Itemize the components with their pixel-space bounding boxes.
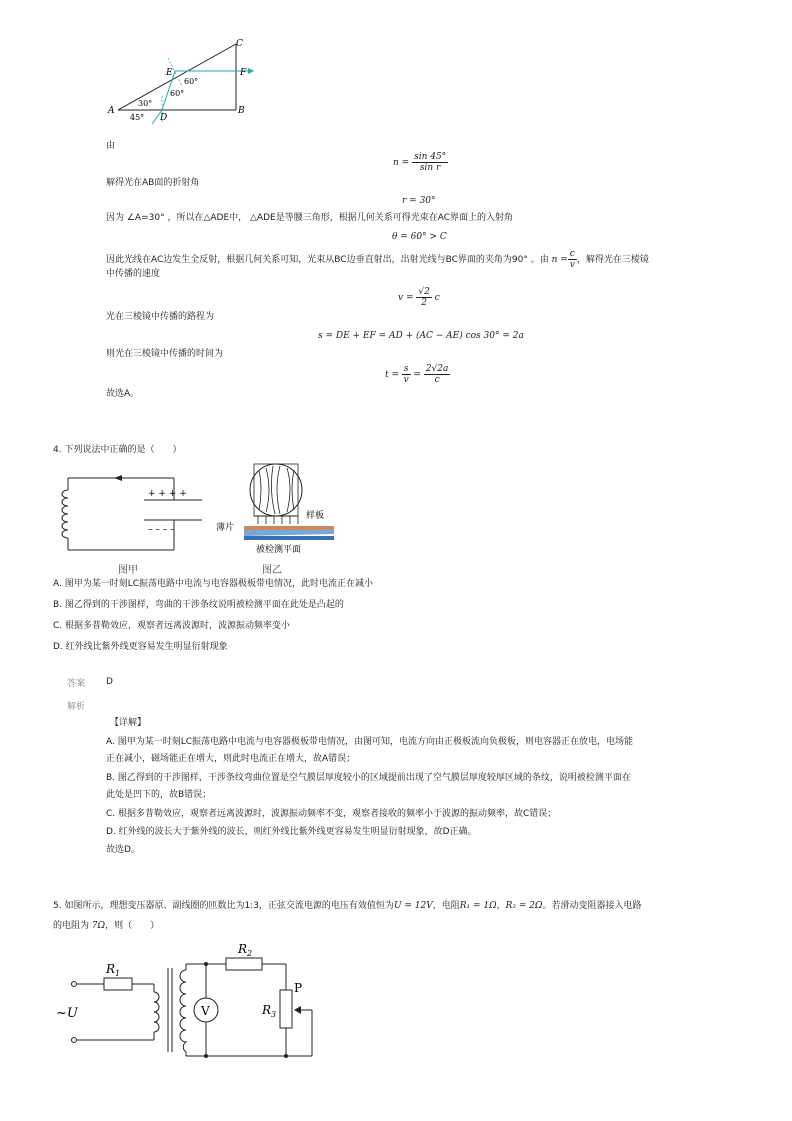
detail-line-2: 正在减小，磁场能正在增大，则此时电流正在增大，故A错误； xyxy=(106,754,356,764)
slider-p-label: P xyxy=(294,981,303,995)
equation-v: v = $\frac{√2}{2}$ c xyxy=(398,287,440,308)
text-you: 由 xyxy=(106,141,116,151)
transformer-circuit xyxy=(56,940,326,1065)
vertex-E: E xyxy=(166,68,173,78)
r3-label: $R_3$ xyxy=(262,1003,277,1019)
q4-stem: 4. 下列说法中正确的是（ ） xyxy=(53,445,182,455)
angle-60-b: 60° xyxy=(170,89,185,98)
q4-option-a: A. 图甲为某一时刻LC振荡电路中电流与电容器极板带电情况，此时电流正在减小 xyxy=(53,579,374,589)
detail-line-4: 此处是凹下的，故B错误； xyxy=(106,790,212,800)
text-path-label: 光在三棱镜中传播的路程为 xyxy=(106,312,215,322)
answer-value: D xyxy=(106,677,113,687)
positive-charges: + + + + xyxy=(148,489,187,499)
voltmeter-label: V xyxy=(201,1004,210,1018)
detail-line-1: A. 图甲为某一时刻LC振荡电路中电流与电容器极板带电情况，由图可知，电流方向由正极板流向负极板，则电容器正在放电，电场能 xyxy=(106,737,634,747)
sample-label: 样板 xyxy=(306,511,325,521)
equation-n: n = $\frac{\sin 45^\circ}{\text{sin r}}$ xyxy=(393,152,447,173)
q4-option-d: D. 红外线比紫外线更容易发生明显衍射现象 xyxy=(53,642,228,652)
detail-title: 【详解】 xyxy=(110,718,147,728)
text-solve-r: 解得光在AB面的折射角 xyxy=(106,178,200,188)
detail-line-3: B. 图乙得到的干涉图样，干涉条纹弯曲位置是空气膜层厚度较小的区域提前出现了空气膜层厚度较厚区域的条纹，说明被检测平面在 xyxy=(106,773,631,783)
source-label: ~U xyxy=(56,1006,78,1021)
equation-theta: θ = 60° > C xyxy=(392,232,447,242)
text-speed-label: 中传播的速度 xyxy=(106,269,161,279)
q5-stem-line-2: 的电阻为 7Ω，则（ ） xyxy=(53,921,160,931)
detail-line-6: D. 红外线的波长大于紫外线的波长，则红外线比紫外线更容易发生明显衍射现象，故D正确。 xyxy=(106,827,477,837)
angle-45: 45° xyxy=(130,113,145,122)
fig-yi-caption: 图乙 xyxy=(262,565,282,576)
text-time-label: 则光在三棱镜中传播的时间为 xyxy=(106,349,224,359)
vertex-B: B xyxy=(238,106,245,116)
vertex-C: C xyxy=(236,39,243,49)
analysis-label: 解析 xyxy=(67,702,86,712)
q4-option-b: B. 图乙得到的干涉图样，弯曲的干涉条纹说明被检测平面在此处是凸起的 xyxy=(53,600,344,610)
thin-label: 薄片 xyxy=(216,523,235,533)
interference-figure xyxy=(214,460,344,560)
fig-jia-caption: 图甲 xyxy=(118,565,138,576)
vertex-D: D xyxy=(160,113,168,123)
angle-30: 30° xyxy=(138,99,153,108)
q4-option-c: C. 根据多普勒效应，观察者远离波源时，波源振动频率变小 xyxy=(53,621,291,631)
detail-line-5: C. 根据多普勒效应，观察者远离波源时，波源振动频率不变，观察者接收的频率小于波源的振动频率，故C错误； xyxy=(106,809,557,819)
text-choose-a: 故选A。 xyxy=(106,389,140,399)
angle-60-a: 60° xyxy=(184,77,199,86)
vertex-A: A xyxy=(108,106,115,116)
vertex-F: F xyxy=(240,68,247,78)
answer-label: 答案 xyxy=(67,679,86,689)
q5-stem-line-1: 5. 如图所示，理想变压器原、副线圈的匝数比为1:3，正弦交流电源的电压有效值恒为U = 12V，电阻R₁ = 1Ω，R₂ = 2Ω。若滑动变阻器接入电路 xyxy=(53,901,642,911)
text-because: 因为 ∠A=30° ，所以在△ADE中， △ADE是等腰三角形，根据几何关系可得光束在AC界面上的入射角 xyxy=(106,213,513,223)
surface-label: 被检测平面 xyxy=(256,545,302,555)
equation-r: r = 30° xyxy=(402,196,436,206)
text-total-reflect: 因此光线在AC边发生全反射，根据几何关系可知，光束从BC边垂直射出，出射光线与BC界面的夹角为90° 。由 n = $\frac{c}{v}$ ，解得光在三棱镜 xyxy=(106,249,649,270)
r2-label: $R_2$ xyxy=(238,942,253,958)
detail-line-7: 故选D。 xyxy=(106,845,140,855)
r1-label: $R_1$ xyxy=(106,962,121,978)
equation-t: t = $\frac{s}{v}$ = $\frac{2√2a}{c}$ xyxy=(385,364,449,385)
equation-s: s = DE + EF = AD + (AC − AE) cos 30° = 2a xyxy=(318,331,524,341)
negative-charges: – – – – xyxy=(148,525,175,535)
prism-figure xyxy=(104,34,264,126)
